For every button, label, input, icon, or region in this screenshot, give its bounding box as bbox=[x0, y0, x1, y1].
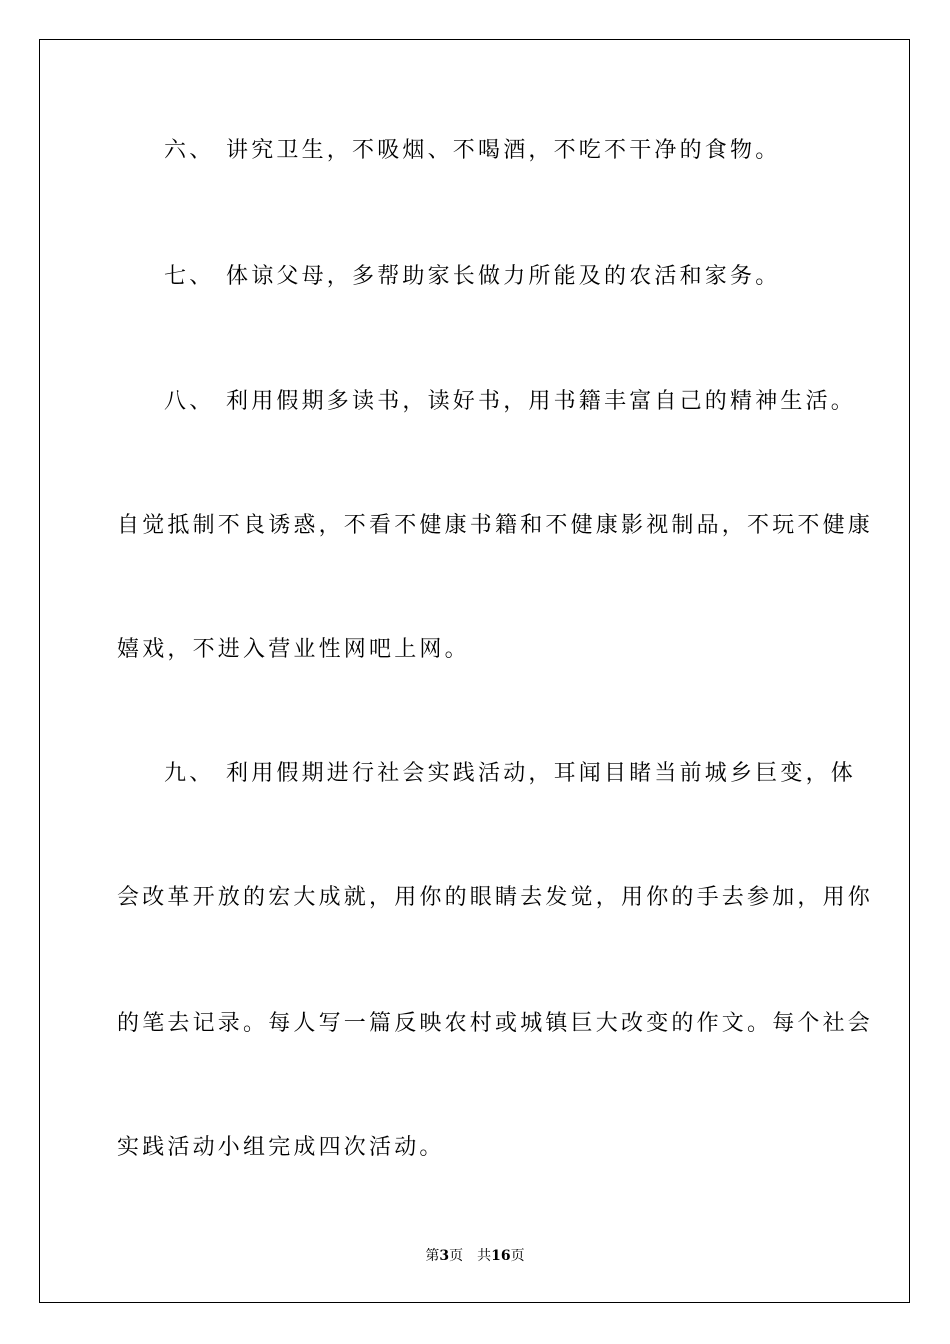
page-prefix: 第 bbox=[425, 1248, 440, 1264]
paragraph-line: 实践活动小组完成四次活动。 bbox=[117, 1135, 445, 1160]
item-text: 体谅父母，多帮助家长做力所能及的农活和家务。 bbox=[226, 264, 781, 289]
item-text: 利用假期进行社会实践活动，耳闻目睹当前城乡巨变，体 bbox=[226, 761, 857, 786]
item-number: 八、 bbox=[164, 389, 215, 414]
total-prefix: 共 bbox=[477, 1248, 492, 1264]
page-number: 3 bbox=[439, 1248, 450, 1264]
total-pages: 16 bbox=[491, 1248, 511, 1264]
list-item-6 bbox=[117, 136, 837, 166]
paragraph-line: 的笔去记录。每人写一篇反映农村或城镇巨大改变的作文。每个社会 bbox=[117, 1011, 874, 1036]
paragraph-line: 嬉戏，不进入营业性网吧上网。 bbox=[117, 637, 470, 662]
page-suffix: 页 bbox=[449, 1248, 464, 1264]
item-text: 讲究卫生，不吸烟、不喝酒，不吃不干净的食物。 bbox=[226, 138, 781, 163]
paragraph-line: 会改革开放的宏大成就，用你的眼睛去发觉，用你的手去参加，用你 bbox=[117, 885, 874, 910]
paragraph-line: 自觉抵制不良诱惑，不看不健康书籍和不健康影视制品，不玩不健康 bbox=[117, 513, 874, 538]
item-text: 利用假期多读书，读好书，用书籍丰富自己的精神生活。 bbox=[226, 389, 857, 414]
page-frame bbox=[39, 39, 910, 1303]
page-footer bbox=[0, 1246, 950, 1266]
total-suffix: 页 bbox=[510, 1248, 525, 1264]
list-item-9 bbox=[117, 759, 857, 789]
item-number: 七、 bbox=[164, 264, 215, 289]
list-item-8 bbox=[117, 387, 857, 417]
list-item-7 bbox=[117, 262, 837, 292]
item-number: 九、 bbox=[164, 761, 215, 786]
item-number: 六、 bbox=[164, 138, 215, 163]
